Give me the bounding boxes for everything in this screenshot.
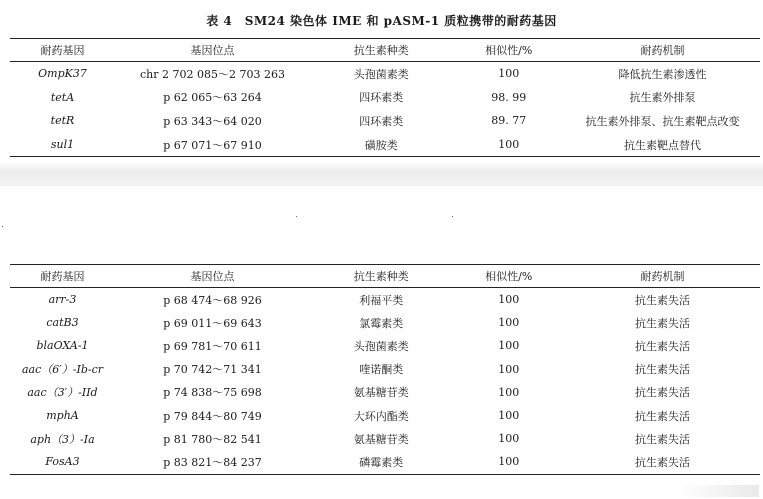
table-row bbox=[10, 311, 760, 334]
class-cell: 喹诺酮类 bbox=[359, 363, 404, 377]
scan-speck bbox=[452, 216, 453, 217]
gene-cell: aac（3′）-IId bbox=[27, 386, 98, 400]
page-break-band bbox=[0, 162, 763, 186]
resistance-gene-table-part2 bbox=[10, 264, 760, 475]
class-cell: 大环内酯类 bbox=[353, 409, 409, 423]
table-row bbox=[10, 86, 760, 110]
mechanism-cell: 抗生素失活 bbox=[565, 450, 760, 474]
class-cell: 氨基糖苷类 bbox=[353, 432, 409, 446]
class-cell: 磷霉素类 bbox=[310, 450, 453, 474]
mechanism-cell: 抗生素失活 bbox=[635, 339, 690, 353]
similarity-cell: 100 bbox=[498, 316, 520, 330]
table-title: 表 4 SM24 染色体 IME 和 pASM-1 质粒携带的耐药基因 bbox=[206, 14, 557, 28]
header-row bbox=[10, 265, 760, 288]
similarity-cell: 100 bbox=[498, 339, 520, 353]
mechanism-cell: 抗生素失活 bbox=[635, 432, 690, 446]
gene-cell: mphA bbox=[46, 409, 79, 423]
mechanism-cell: 抗生素外排泵、抗生素靶点改变 bbox=[585, 114, 740, 128]
locus-cell: chr 2 702 085～2 703 263 bbox=[140, 67, 285, 81]
table-row bbox=[10, 450, 760, 474]
locus-cell: p 81 780～82 541 bbox=[163, 432, 262, 446]
gene-cell: sul1 bbox=[10, 133, 115, 157]
col-header-antibiotic-class: 抗生素种类 bbox=[310, 39, 453, 62]
locus-cell: p 74 838～75 698 bbox=[163, 386, 262, 400]
col-header-mechanism: 耐药机制 bbox=[565, 265, 760, 288]
locus-cell: p 69 781～70 611 bbox=[163, 339, 262, 353]
mechanism-cell: 抗生素失活 bbox=[635, 293, 690, 307]
class-cell: 磺胺类 bbox=[310, 133, 453, 157]
mechanism-cell: 抗生素靶点替代 bbox=[565, 133, 760, 157]
col-header-locus: 基因位点 bbox=[115, 39, 310, 62]
locus-cell: p 83 821～84 237 bbox=[115, 450, 310, 474]
table-row bbox=[10, 109, 760, 133]
similarity-cell: 100 bbox=[453, 133, 566, 157]
class-cell: 头孢菌素类 bbox=[353, 67, 409, 81]
mechanism-cell: 抗生素失活 bbox=[635, 409, 690, 423]
similarity-cell: 100 bbox=[498, 293, 520, 307]
watermark-fade bbox=[679, 485, 759, 497]
mechanism-cell: 抗生素外排泵 bbox=[629, 91, 696, 105]
similarity-cell: 100 bbox=[498, 432, 520, 446]
scan-speck bbox=[2, 226, 3, 227]
col-header-antibiotic-class: 抗生素种类 bbox=[310, 265, 453, 288]
col-header-gene: 耐药基因 bbox=[10, 265, 115, 288]
gene-cell: arr-3 bbox=[48, 293, 77, 307]
similarity-cell: 100 bbox=[453, 450, 566, 474]
locus-cell: p 62 065～63 264 bbox=[163, 91, 262, 105]
class-cell: 头孢菌素类 bbox=[353, 339, 409, 353]
similarity-cell: 100 bbox=[498, 362, 520, 376]
similarity-cell: 100 bbox=[498, 385, 520, 399]
col-header-similarity: 相似性/% bbox=[453, 39, 566, 62]
table-row bbox=[10, 427, 760, 450]
mechanism-cell: 抗生素失活 bbox=[635, 386, 690, 400]
mechanism-cell: 降低抗生素渗透性 bbox=[618, 67, 707, 81]
col-header-locus: 基因位点 bbox=[115, 265, 310, 288]
locus-cell: p 68 474～68 926 bbox=[163, 293, 262, 307]
locus-cell: p 70 742～71 341 bbox=[163, 363, 262, 377]
similarity-cell: 89. 77 bbox=[491, 114, 527, 128]
similarity-cell: 100 bbox=[498, 67, 520, 81]
table-row bbox=[10, 358, 760, 381]
resistance-gene-table-part1 bbox=[10, 38, 760, 157]
table-row bbox=[10, 404, 760, 427]
scan-speck bbox=[296, 216, 297, 217]
mechanism-cell: 抗生素失活 bbox=[635, 316, 690, 330]
table-row bbox=[10, 133, 760, 157]
header-row bbox=[10, 39, 760, 62]
gene-cell: OmpK37 bbox=[38, 67, 87, 81]
similarity-cell: 98. 99 bbox=[491, 90, 527, 104]
col-header-gene: 耐药基因 bbox=[10, 39, 115, 62]
table-row bbox=[10, 288, 760, 312]
class-cell: 氨基糖苷类 bbox=[353, 386, 409, 400]
table-row bbox=[10, 334, 760, 357]
class-cell: 利福平类 bbox=[359, 293, 404, 307]
table-row bbox=[10, 62, 760, 86]
class-cell: 四环素类 bbox=[359, 114, 404, 128]
locus-cell: p 67 071～67 910 bbox=[115, 133, 310, 157]
gene-cell: FosA3 bbox=[10, 450, 115, 474]
locus-cell: p 79 844～80 749 bbox=[163, 409, 262, 423]
similarity-cell: 100 bbox=[498, 409, 520, 423]
col-header-similarity: 相似性/% bbox=[453, 265, 566, 288]
gene-cell: blaOXA-1 bbox=[36, 339, 89, 353]
gene-cell: tetA bbox=[50, 90, 75, 104]
class-cell: 氯霉素类 bbox=[359, 316, 404, 330]
col-header-mechanism: 耐药机制 bbox=[565, 39, 760, 62]
locus-cell: p 63 343～64 020 bbox=[163, 114, 262, 128]
mechanism-cell: 抗生素失活 bbox=[635, 363, 690, 377]
class-cell: 四环素类 bbox=[359, 91, 404, 105]
locus-cell: p 69 011～69 643 bbox=[163, 316, 262, 330]
gene-cell: aph（3）-Ia bbox=[30, 432, 95, 446]
gene-cell: aac（6′）-Ib-cr bbox=[21, 363, 103, 377]
gene-cell: tetR bbox=[50, 114, 75, 128]
table-row bbox=[10, 381, 760, 404]
gene-cell: catB3 bbox=[46, 316, 79, 330]
